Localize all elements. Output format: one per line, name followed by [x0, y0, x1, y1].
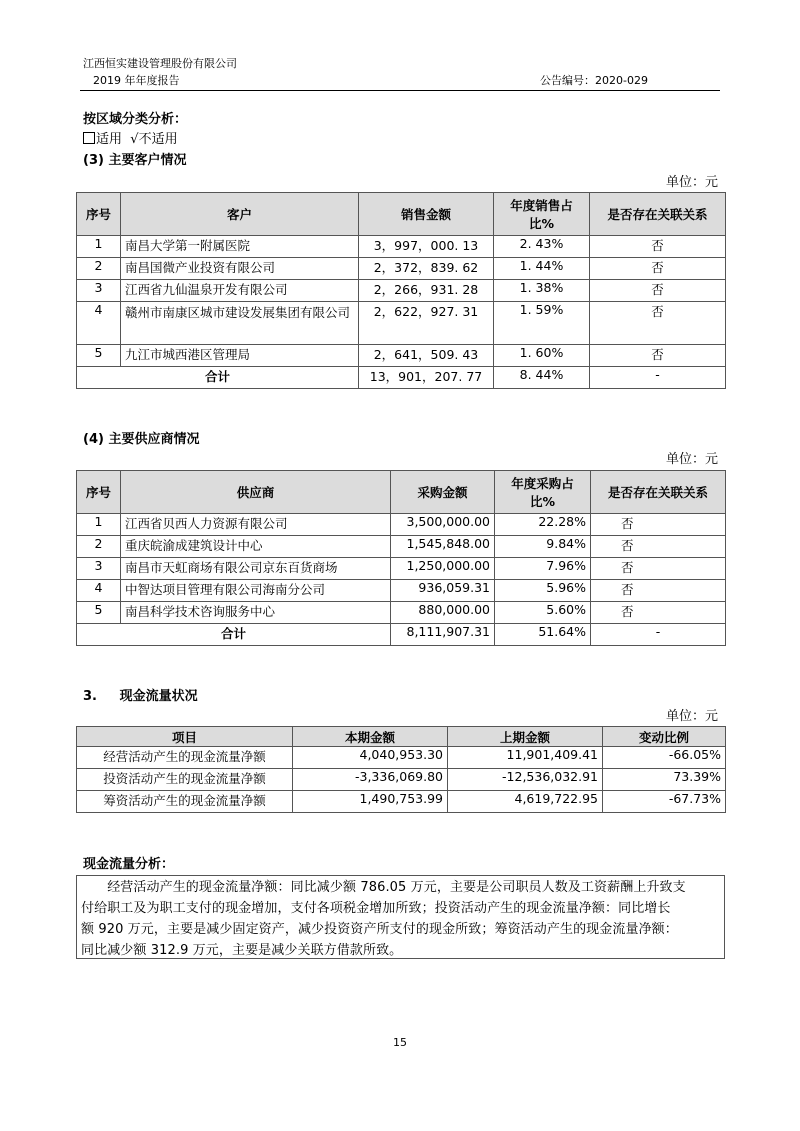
analysis-line: 经营活动产生的现金流量净额：同比减少额 786.05 万元，主要是公司职员人数及工资薪酬上升致支: [81, 880, 686, 895]
column-header: 本期金额: [293, 727, 448, 747]
column-header: 序号: [77, 471, 121, 514]
table-row: [77, 580, 726, 602]
cell-total-label: 合计: [77, 624, 391, 646]
table-header-row: [77, 193, 726, 236]
table-row: [77, 558, 726, 580]
cell-amount: 2，372，839. 62: [359, 258, 494, 280]
cell-related: 否: [590, 236, 726, 258]
cell-ratio: 1. 38%: [494, 280, 590, 302]
cell-supplier: 南昌市天虹商场有限公司京东百货商场: [121, 558, 391, 580]
cell-related: 否: [591, 514, 726, 536]
cell-previous: -12,536,032.91: [448, 769, 603, 791]
cell-related: 否: [591, 580, 726, 602]
table-row: [77, 602, 726, 624]
column-header: 采购金额: [391, 471, 495, 514]
cell-ratio: 1. 59%: [494, 302, 590, 345]
table-header-row: [77, 727, 726, 747]
table-row: [77, 514, 726, 536]
column-header: 年度采购占比%: [495, 471, 591, 514]
cell-amount: 3，997，000. 13: [359, 236, 494, 258]
report-title: 2019 年年度报告: [93, 74, 180, 87]
cell-related: 否: [591, 536, 726, 558]
cell-total-related: -: [590, 367, 726, 389]
cell-related: 否: [590, 302, 726, 345]
cell-total-amount: 13，901，207. 77: [359, 367, 494, 389]
customers-unit: 单位：元: [665, 175, 718, 190]
cell-item: 经营活动产生的现金流量净额: [77, 747, 293, 769]
table-row: [77, 769, 726, 791]
cell-index: 2: [77, 536, 121, 558]
cell-customer: 九江市城西港区管理局: [121, 345, 359, 367]
cell-ratio: 22.28%: [495, 514, 591, 536]
analysis-line: 同比减少额 312.9 万元，主要是减少关联方借款所致。: [81, 943, 403, 958]
cell-previous: 4,619,722.95: [448, 791, 603, 813]
cell-ratio: 1. 60%: [494, 345, 590, 367]
cell-related: 否: [590, 280, 726, 302]
column-header: 客户: [121, 193, 359, 236]
cell-supplier: 江西省贝西人力资源有限公司: [121, 514, 391, 536]
cashflow-unit: 单位：元: [665, 709, 718, 724]
cell-ratio: 2. 43%: [494, 236, 590, 258]
cell-amount: 2，641，509. 43: [359, 345, 494, 367]
option-applicable: 适用: [96, 132, 123, 147]
section-title: 现金流量状况: [119, 689, 198, 704]
cell-customer: 南昌大学第一附属医院: [121, 236, 359, 258]
analysis-line: 付给职工及为职工支付的现金增加，支付各项税金增加所致；投资活动产生的现金流量净额：同比增长: [81, 901, 671, 916]
column-header: 年度销售占比%: [494, 193, 590, 236]
cell-total-ratio: 51.64%: [495, 624, 591, 646]
cell-customer: 南昌国微产业投资有限公司: [121, 258, 359, 280]
company-name: 江西恒实建设管理股份有限公司: [83, 57, 237, 70]
cell-current: 4,040,953.30: [293, 747, 448, 769]
cell-current: -3,336,069.80: [293, 769, 448, 791]
suppliers-title: (4) 主要供应商情况: [83, 432, 200, 447]
cell-change: -66.05%: [603, 747, 726, 769]
cell-ratio: 1. 44%: [494, 258, 590, 280]
cell-customer: 江西省九仙温泉开发有限公司: [121, 280, 359, 302]
customers-table: [76, 192, 726, 389]
cell-related: 否: [590, 258, 726, 280]
checkbox-icon: [83, 132, 95, 144]
table-row: [77, 302, 726, 345]
suppliers-table: [76, 470, 726, 646]
table-row: [77, 236, 726, 258]
cell-amount: 1,250,000.00: [391, 558, 495, 580]
analysis-box: [76, 875, 725, 959]
cell-ratio: 9.84%: [495, 536, 591, 558]
region-options: [83, 131, 178, 149]
cell-total-related: -: [591, 624, 726, 646]
column-header: 销售金额: [359, 193, 494, 236]
cell-previous: 11,901,409.41: [448, 747, 603, 769]
cell-amount: 3,500,000.00: [391, 514, 495, 536]
cell-amount: 2，266，931. 28: [359, 280, 494, 302]
column-header: 项目: [77, 727, 293, 747]
cell-current: 1,490,753.99: [293, 791, 448, 813]
cell-item: 投资活动产生的现金流量净额: [77, 769, 293, 791]
cashflow-table: [76, 726, 726, 813]
column-header: 变动比例: [603, 727, 726, 747]
cell-index: 3: [77, 558, 121, 580]
cashflow-section-title: [83, 688, 198, 706]
cell-customer: 赣州市南康区城市建设发展集团有限公司: [121, 302, 359, 345]
column-header: 是否存在关联关系: [591, 471, 726, 514]
header-rule: [80, 90, 720, 91]
cell-index: 5: [77, 345, 121, 367]
cell-ratio: 5.96%: [495, 580, 591, 602]
cell-item: 筹资活动产生的现金流量净额: [77, 791, 293, 813]
cell-total-label: 合计: [77, 367, 359, 389]
cell-related: 否: [591, 558, 726, 580]
analysis-line: 额 920 万元，主要是减少固定资产，减少投资资产所支付的现金所致；筹资活动产生的现金流量净额：: [81, 922, 678, 937]
region-analysis-title: 按区域分类分析：: [83, 112, 188, 127]
analysis-title: 现金流量分析：: [83, 857, 175, 872]
cell-supplier: 南昌科学技术咨询服务中心: [121, 602, 391, 624]
cell-index: 5: [77, 602, 121, 624]
cell-ratio: 5.60%: [495, 602, 591, 624]
column-header: 供应商: [121, 471, 391, 514]
cell-index: 1: [77, 514, 121, 536]
notice-number: 公告编号：2020-029: [540, 74, 648, 87]
column-header: 上期金额: [448, 727, 603, 747]
section-number: 3.: [83, 689, 97, 704]
cell-amount: 2，622，927. 31: [359, 302, 494, 345]
table-row: [77, 791, 726, 813]
cell-change: 73.39%: [603, 769, 726, 791]
cell-ratio: 7.96%: [495, 558, 591, 580]
cell-change: -67.73%: [603, 791, 726, 813]
suppliers-unit: 单位：元: [665, 452, 718, 467]
table-header-row: [77, 471, 726, 514]
cell-index: 4: [77, 580, 121, 602]
table-row: [77, 536, 726, 558]
cell-supplier: 中智达项目管理有限公司海南分公司: [121, 580, 391, 602]
cell-amount: 1,545,848.00: [391, 536, 495, 558]
cell-supplier: 重庆皖渝成建筑设计中心: [121, 536, 391, 558]
table-total-row: [77, 367, 726, 389]
table-row: [77, 345, 726, 367]
cell-index: 4: [77, 302, 121, 345]
cell-amount: 880,000.00: [391, 602, 495, 624]
table-row: [77, 747, 726, 769]
cell-amount: 936,059.31: [391, 580, 495, 602]
cell-total-amount: 8,111,907.31: [391, 624, 495, 646]
cell-total-ratio: 8. 44%: [494, 367, 590, 389]
customers-title: (3) 主要客户情况: [83, 153, 187, 168]
table-row: [77, 258, 726, 280]
column-header: 序号: [77, 193, 121, 236]
cell-index: 3: [77, 280, 121, 302]
column-header: 是否存在关联关系: [590, 193, 726, 236]
option-not-applicable: √不适用: [130, 132, 178, 147]
table-row: [77, 280, 726, 302]
cell-index: 2: [77, 258, 121, 280]
cell-related: 否: [591, 602, 726, 624]
table-total-row: [77, 624, 726, 646]
cell-index: 1: [77, 236, 121, 258]
cell-related: 否: [590, 345, 726, 367]
page-number: 15: [393, 1036, 407, 1049]
